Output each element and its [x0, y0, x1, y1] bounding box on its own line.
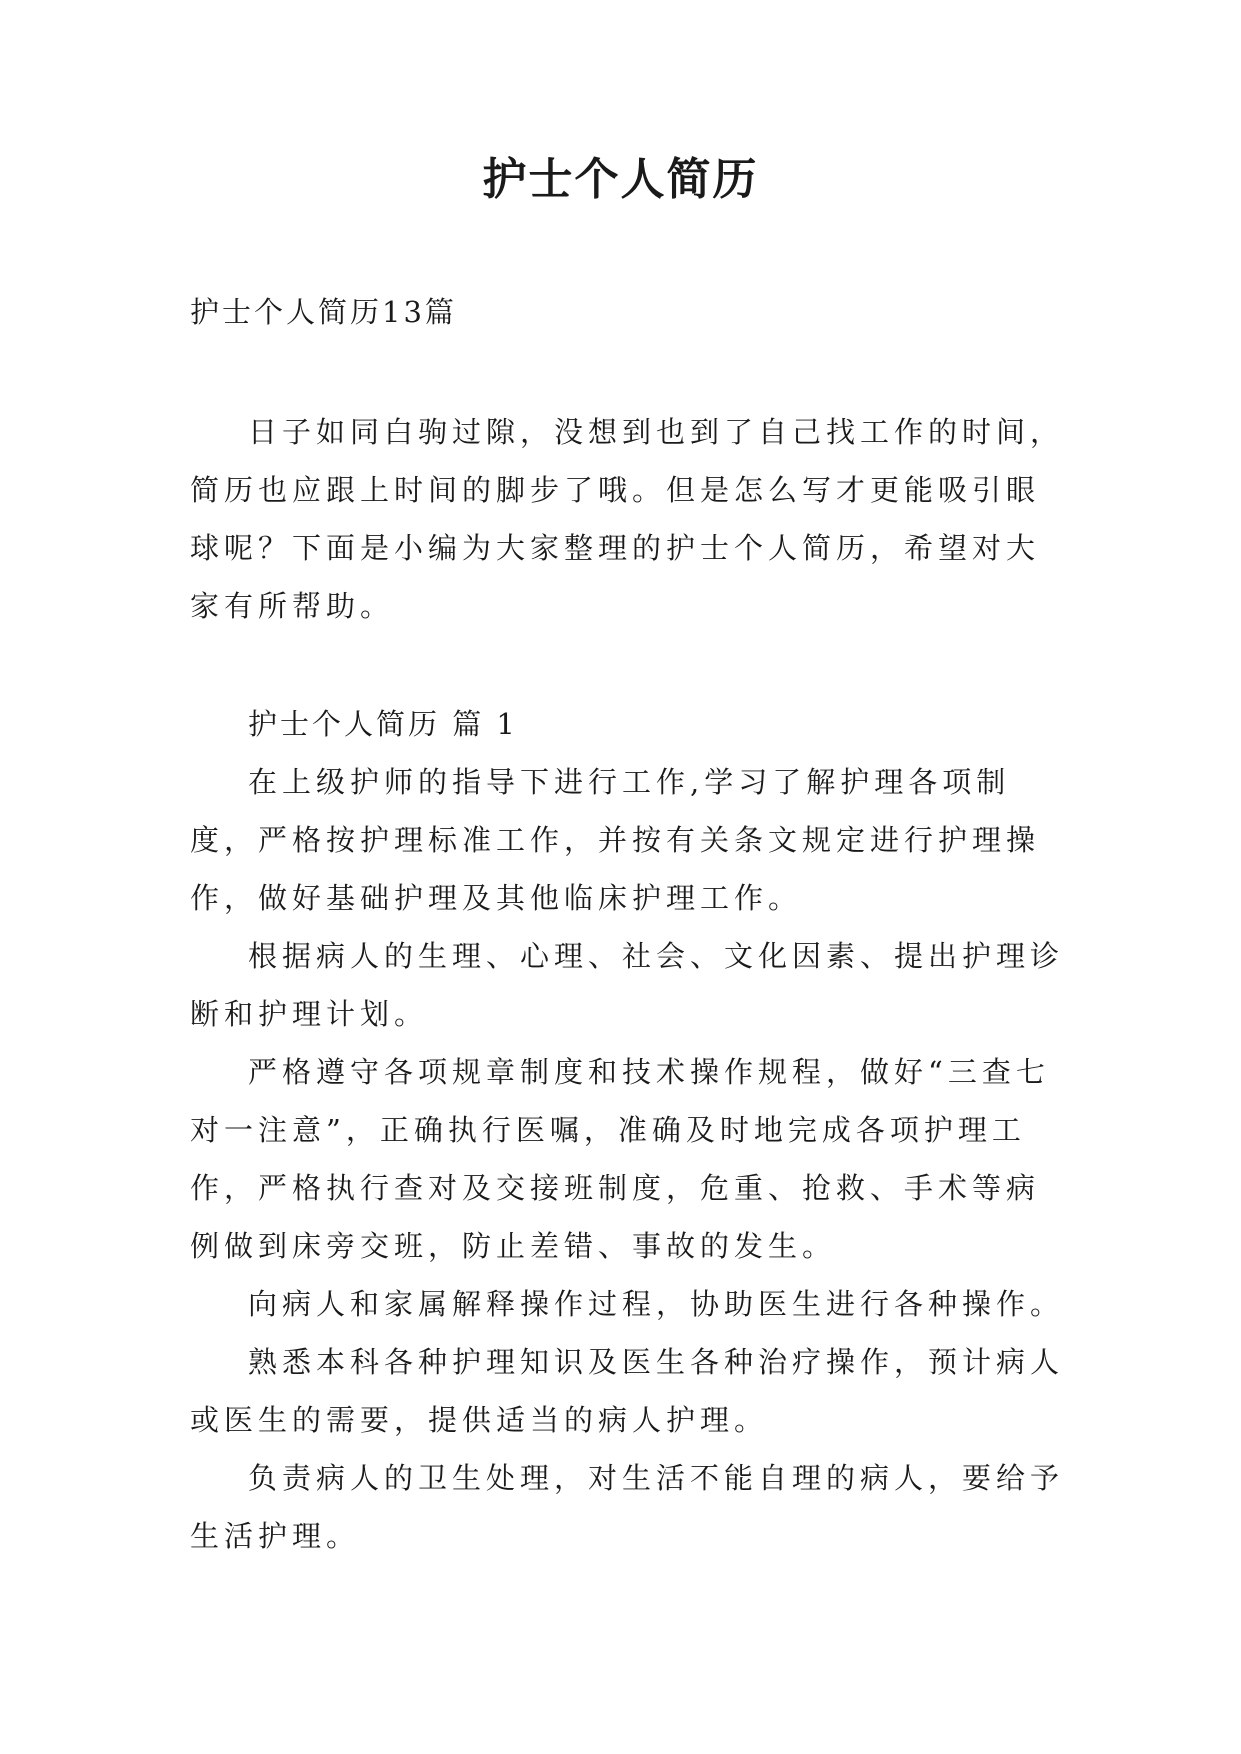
- intro-block: [190, 403, 1070, 635]
- section-paragraph: 负责病人的卫生处理，对生活不能自理的病人，要给予生活护理。: [190, 1461, 1065, 1553]
- section-1: [190, 695, 1070, 1565]
- section-paragraph: 在上级护师的指导下进行工作,学习了解护理各项制度，严格按护理标准工作，并按有关条文规定进行护理操作，做好基础护理及其他临床护理工作。: [190, 765, 1041, 915]
- document-title: 护士个人简历: [482, 154, 759, 205]
- intro-paragraph: 日子如同白驹过隙，没想到也到了自己找工作的时间，简历也应跟上时间的脚步了哦。但是怎么写才更能吸引眼球呢？下面是小编为大家整理的护士个人简历，希望对大家有所帮助。: [190, 415, 1065, 623]
- section-paragraph: 严格遵守各项规章制度和技术操作规程，做好“三查七对一注意”，正确执行医嘱，准确及时地完成各项护理工作，严格执行查对及交接班制度，危重、抢救、手术等病例做到床旁交班，防止差错、事故的发生。: [190, 1055, 1050, 1263]
- document-subtitle: 护士个人简历13篇: [190, 295, 457, 329]
- section-heading: 护士个人简历 篇 1: [248, 707, 518, 741]
- section-paragraph: 根据病人的生理、心理、社会、文化因素、提出护理诊断和护理计划。: [190, 939, 1065, 1031]
- section-paragraph: 熟悉本科各种护理知识及医生各种治疗操作，预计病人或医生的需要，提供适当的病人护理。: [190, 1345, 1065, 1437]
- section-paragraph: 向病人和家属解释操作过程，协助医生进行各种操作。: [248, 1287, 1065, 1321]
